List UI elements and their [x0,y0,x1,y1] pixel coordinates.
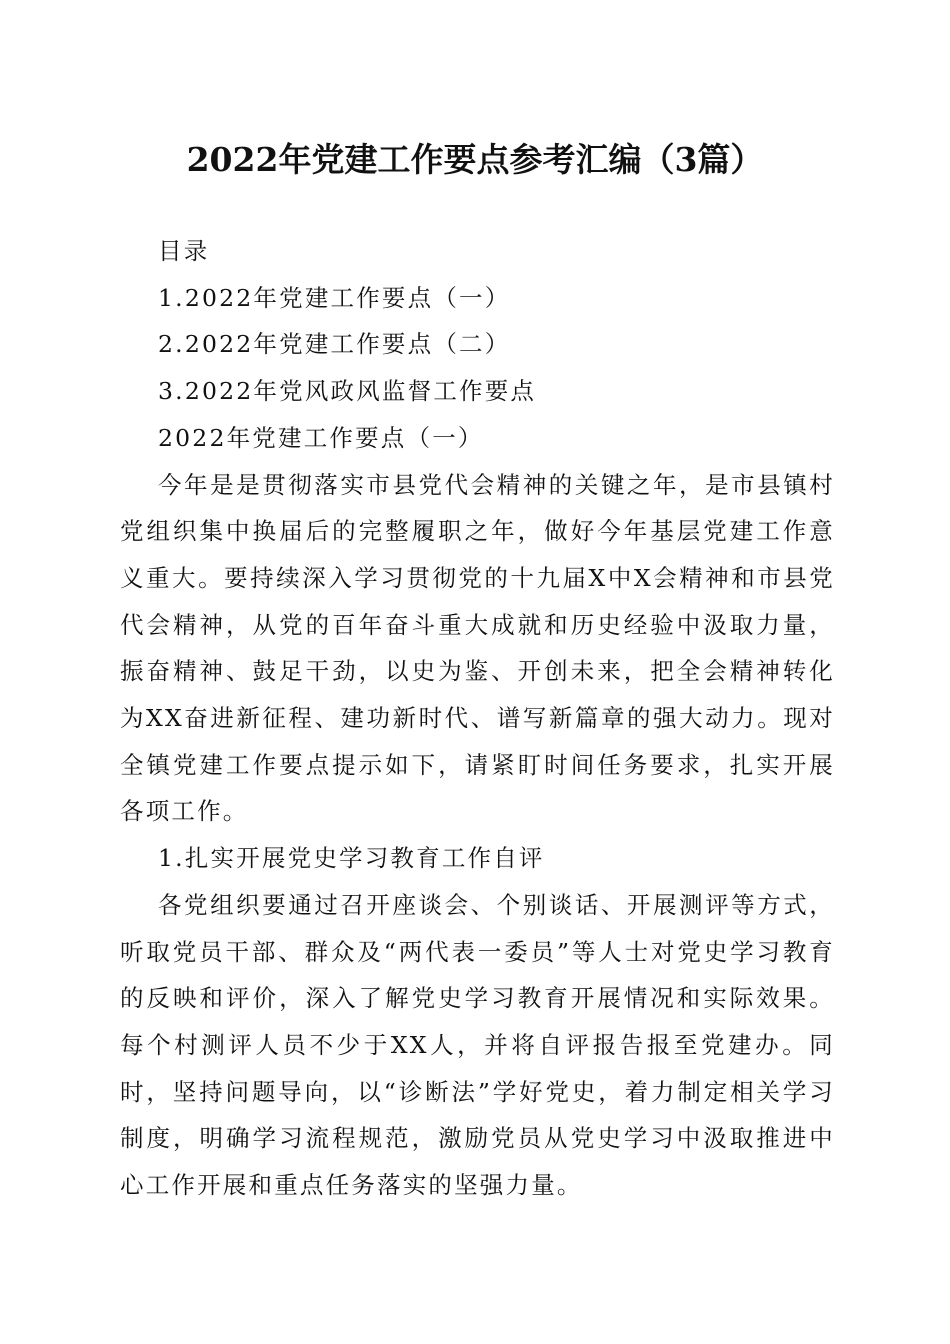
toc-heading: 目录 [158,237,210,265]
document-title: 2022年党建工作要点参考汇编（3篇） [186,140,764,179]
toc-item-3: 3.2022年党风政风监督工作要点 [158,377,537,406]
document-body [120,228,835,1209]
toc-item-1: 1.2022年党建工作要点（一） [158,283,511,312]
section-heading: 2022年党建工作要点（一） [158,423,484,452]
subsection-heading: 1.扎实开展党史学习教育工作自评 [158,844,545,873]
intro-paragraph: 今年是是贯彻落实市县党代会精神的关键之年，是市县镇村党组织集中换届后的完整履职之年，做好今年基层党建工作意义重大。要持续深入学习贯彻党的十九届X中X会精神和市县党代会精神，从党的百年奋斗重大成就和历史经验中汲取力量，振奋精神、鼓足干劲，以史为鉴、开创未来，把全会精神转化为XX奋进新征程、建功新时代、谱写新篇章的强大动力。现对全镇党建工作要点提示如下，请紧盯时间任务要求，扎实开展各项工作。 [120,470,835,826]
toc-item-2: 2.2022年党建工作要点（二） [158,330,511,359]
subsection-paragraph: 各党组织要通过召开座谈会、个别谈话、开展测评等方式，听取党员干部、群众及“两代表一委员”等人士对党史学习教育的反映和评价，深入了解党史学习教育开展情况和实际效果。每个村测评人员不少于XX人，并将自评报告报至党建办。同时，坚持问题导向，以“诊断法”学好党史，着力制定相关学习制度，明确学习流程规范，激励党员从党史学习中汲取推进中心工作开展和重点任务落实的坚强力量。 [120,890,835,1200]
